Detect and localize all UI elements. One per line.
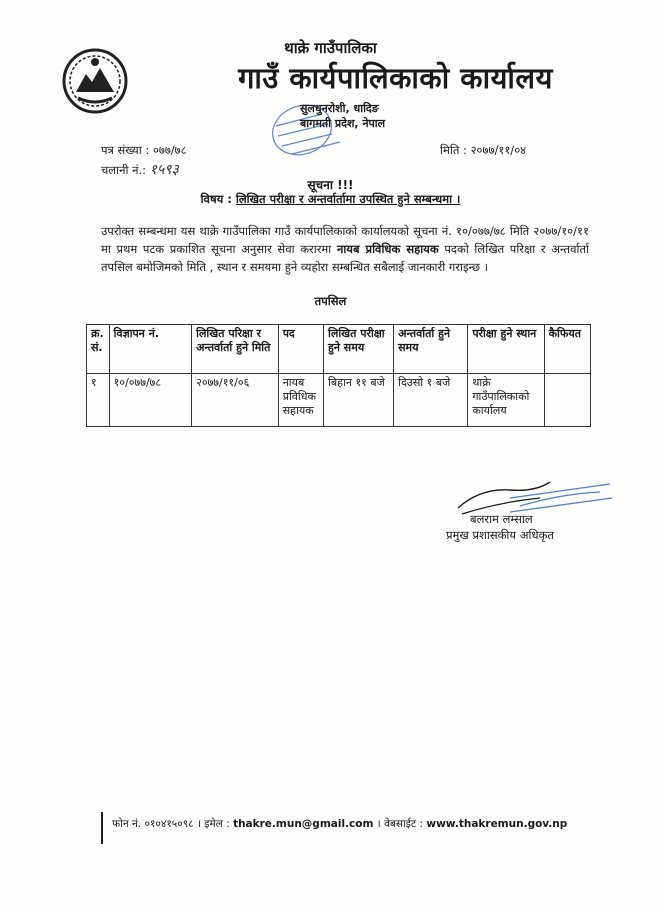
dispatch-value: १५९३: [149, 162, 179, 178]
notice-title: सूचना !!!: [307, 178, 354, 192]
address-line-2: बागमती प्रदेश, नेपाल: [300, 117, 386, 130]
table-cell: १: [87, 374, 110, 427]
dispatch-label: चलानी नं.:: [101, 163, 147, 177]
schedule-heading: तपसिल: [314, 294, 347, 308]
footer-website[interactable]: www.thakremun.gov.np: [426, 818, 568, 830]
header-cell: क्र. सं.: [87, 325, 110, 374]
letter-date: मिति : २०७७/११/०४: [440, 143, 527, 157]
table-cell: थाक्रे गाउँपालिकाको कार्यालय: [468, 374, 544, 427]
footer-contact: [112, 817, 567, 831]
table-row: [87, 374, 591, 427]
table-cell: १०/०७७/७८: [109, 374, 191, 427]
notice-body: [101, 222, 589, 276]
signatory-title: प्रमुख प्रशासकीय अधिकृत: [446, 528, 554, 542]
body-post-name: नायब प्रविधिक सहायक: [336, 242, 439, 256]
header-cell: लिखित परिक्षा र अन्तर्वार्ता हुने मिति: [192, 325, 279, 374]
header-cell: लिखित परीक्षा हुने समय: [324, 325, 394, 374]
subject-line: [0, 192, 661, 207]
header-cell: विज्ञापन नं.: [109, 325, 191, 374]
header-cell: अन्तर्वार्ता हुने समय: [394, 325, 468, 374]
table-cell: २०७७/११/०६: [192, 374, 279, 427]
header-cell: कैफियत: [544, 325, 590, 374]
table-cell: [544, 374, 590, 427]
footer-website-label: । वेबसाईट :: [376, 818, 424, 830]
office-title: गाउँ कार्यपालिकाको कार्यालय: [238, 61, 553, 95]
footer-email[interactable]: thakre.mun@gmail.com: [233, 818, 374, 830]
footer-phone: फोन नं. ०१०४१५०९८ । इमेल :: [112, 818, 230, 830]
table-cell: दिउसो १ बजे: [394, 374, 468, 427]
footer-divider: [101, 812, 103, 844]
body-part-2: पदको लिखित परिक्षा र अन्तर्वार्ता तपसिल बमोजिमको मिति , स्थान र समयमा हुने व्यहोरा सम्बन्धित सबैलाई जानकारी गराइन्छ ।: [101, 242, 590, 274]
body-part-1: उपरोक्त सम्बन्धमा यस थाक्रे गाउँपालिका गाउँ कार्यपालिकाको कार्यालयको सूचना नं. १०/०७७/७८ मिति २०७७/१०/११ मा प्रथम पटक प्रकाशित सूचना अनुसार सेवा करारमा: [101, 224, 589, 256]
table-cell: नायब प्रविधिक सहायक: [278, 374, 323, 427]
subject-text: लिखित परीक्षा र अन्तर्वार्तामा उपस्थित हुने सम्बन्धमा ।: [235, 192, 461, 206]
table-header-row: [87, 325, 591, 374]
table-cell: बिहान ११ बजे: [324, 374, 394, 427]
signatory-name: बलराम लम्साल: [470, 512, 533, 526]
address-line-1: सुलधुनरोशी, धादिङ: [300, 102, 379, 115]
municipality-name: थाक्रे गाउँपालिका: [284, 39, 377, 57]
letter-number: पत्र संख्या : ०७७/७८: [101, 143, 187, 157]
header-cell: पद: [278, 325, 323, 374]
subject-label: विषय :: [200, 192, 232, 206]
schedule-table: [86, 324, 591, 427]
header-cell: परीक्षा हुने स्थान: [468, 325, 544, 374]
